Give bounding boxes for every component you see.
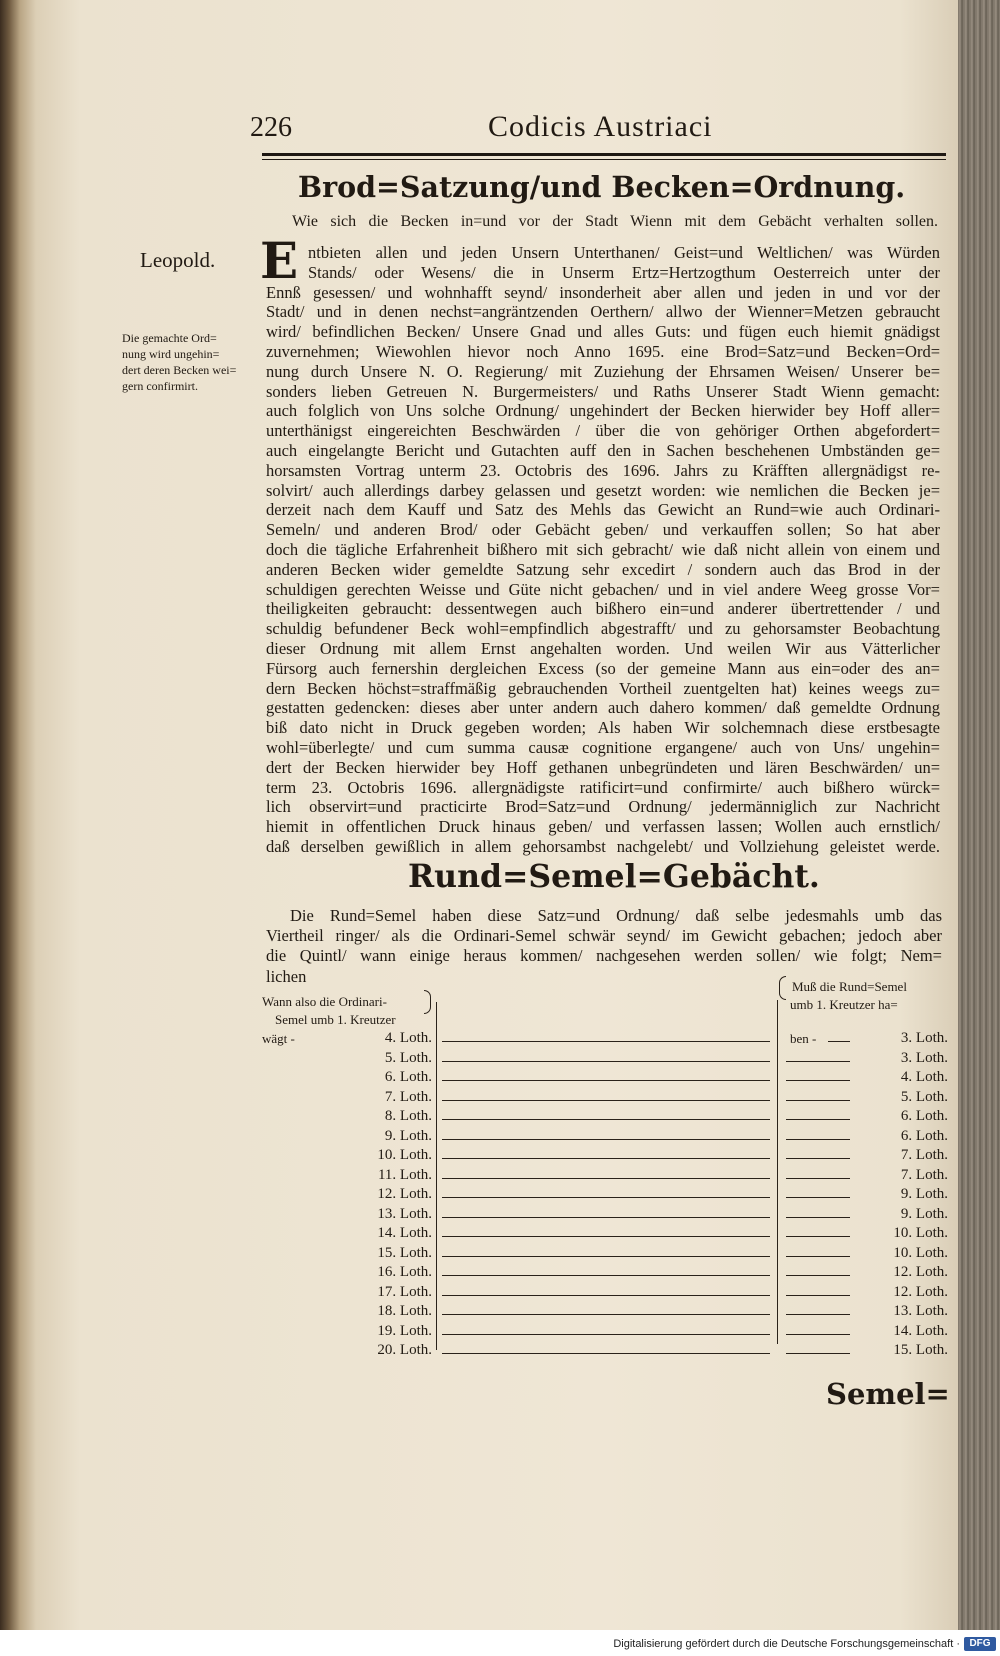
row-dash xyxy=(828,1041,850,1042)
table-row xyxy=(0,1341,1000,1360)
ordinari-weight: 19. Loth. xyxy=(377,1322,432,1339)
body-line: wohl=überlegte/ und cum summa causæ cognitione ergangene/ auch von Uns/ ungehin= xyxy=(266,738,940,757)
row-rule xyxy=(442,1236,770,1237)
row-dash xyxy=(786,1061,850,1062)
body-line: theiligkeiten gebraucht: dessentwegen auch bißhero ein=und anderer übertrettender / und xyxy=(266,599,940,619)
body-line: gestatten gedencken: dieses aber unter andern auch dahero kommen/ daß gemeldte Ordnung xyxy=(266,698,940,718)
table-row xyxy=(0,1302,1000,1321)
table-row xyxy=(0,1127,1000,1146)
row-rule xyxy=(442,1295,770,1296)
left-header-line: Wann also die Ordinari- xyxy=(262,994,387,1009)
margin-note-line: nung wird ungehin= xyxy=(122,347,220,361)
margin-note-line: Die gemachte Ord= xyxy=(122,331,217,345)
table-row xyxy=(0,1146,1000,1165)
body-line: daß derselben gewißlich in allem gehorsambst nachgelebt/ und Vollziehung geleistet werde. xyxy=(266,837,940,856)
row-rule xyxy=(442,1353,770,1354)
row-dash xyxy=(786,1119,850,1120)
row-rule xyxy=(442,1217,770,1218)
rund-weight: 3. Loth. xyxy=(900,1049,948,1066)
ordinari-weight: 8. Loth. xyxy=(384,1108,432,1124)
row-dash xyxy=(786,1295,850,1296)
ordinari-weight: 14. Loth. xyxy=(377,1225,432,1241)
row-dash xyxy=(786,1236,850,1237)
body-line: Semeln/ und anderen Brod/ oder Gebächt geben/ und verkauffen sollen; So hat aber xyxy=(266,520,940,540)
body-line: Stands/ oder Wesens/ die in Unserm Ertz=Hertzogthum Oesterreich unter der xyxy=(308,262,940,282)
body-line: dieser Ordnung mit allem Ernst angehalten worden. Und weilen Wir aus Vätterlicher xyxy=(266,639,940,658)
row-dash xyxy=(786,1217,850,1218)
row-rule xyxy=(442,1119,770,1120)
body-line: ntbieten allen und jeden Unsern Unterthanen/ Geist=und Weltlichen/ was Würden xyxy=(308,243,940,262)
row-dash xyxy=(786,1139,850,1140)
row-dash xyxy=(786,1178,850,1179)
table-row xyxy=(0,1166,1000,1185)
left-header-line: wägt - xyxy=(262,1031,295,1046)
row-rule xyxy=(442,1080,770,1081)
ordinari-weight: 7. Loth. xyxy=(384,1088,432,1105)
table-row xyxy=(0,1205,1000,1224)
body-line: solvirt/ auch allerdings darbey gelassen und gesetzt worden: wie nemlichen die Becken je= xyxy=(266,480,940,500)
rund-weight: 7. Loth. xyxy=(900,1166,948,1183)
row-rule xyxy=(442,1100,770,1101)
section-line: Die Rund=Semel haben diese Satz=und Ordnung/ daß selbe jedesmahls umb das xyxy=(290,906,942,925)
rund-weight: 10. Loth. xyxy=(893,1225,948,1241)
table-row xyxy=(0,1224,1000,1243)
row-dash xyxy=(786,1353,850,1354)
ordinari-weight: 10. Loth. xyxy=(377,1147,432,1163)
ordinari-weight: 12. Loth. xyxy=(377,1186,432,1202)
left-header-line: Semel umb 1. Kreutzer xyxy=(275,1012,396,1027)
row-rule xyxy=(442,1041,770,1042)
ordinari-weight: 17. Loth. xyxy=(377,1283,432,1300)
row-dash xyxy=(786,1334,850,1335)
right-header-line: umb 1. Kreutzer ha= xyxy=(790,997,898,1012)
table-row xyxy=(0,1049,1000,1068)
ordinari-weight: 20. Loth. xyxy=(377,1342,432,1358)
row-dash xyxy=(786,1158,850,1159)
rund-weight: 6. Loth. xyxy=(900,1127,948,1144)
right-header-line: ben - xyxy=(790,1031,817,1046)
rund-weight: 6. Loth. xyxy=(900,1108,948,1124)
ordinari-weight: 5. Loth. xyxy=(384,1049,432,1066)
table-row xyxy=(0,1029,1000,1048)
rund-weight: 3. Loth. xyxy=(900,1030,948,1046)
row-rule xyxy=(442,1178,770,1179)
body-line: lich observirt=und practicirte Brod=Satz=und Ordnung/ jedermänniglich zur Nachricht xyxy=(266,797,940,817)
left-brace xyxy=(424,990,431,1014)
rund-weight: 5. Loth. xyxy=(900,1088,948,1105)
table-row xyxy=(0,1263,1000,1282)
row-dash xyxy=(786,1256,850,1257)
ordinari-weight: 11. Loth. xyxy=(377,1166,432,1183)
rund-weight: 10. Loth. xyxy=(893,1244,948,1261)
ordinari-weight: 9. Loth. xyxy=(384,1127,432,1144)
body-line: term 23. Octobris 1696. allergnädigste ratificirt=und confirmirte/ auch bißhero würck= xyxy=(266,777,940,797)
ordinari-weight: 13. Loth. xyxy=(377,1205,432,1222)
table-row xyxy=(0,1283,1000,1302)
section-line: Viertheil ringer/ als die Ordinari-Semel schwär seynd/ im Gewicht gebachen; jedoch aber xyxy=(266,926,942,946)
margin-note-line: gern confirmirt. xyxy=(122,379,198,393)
row-rule xyxy=(442,1256,770,1257)
row-dash xyxy=(786,1100,850,1101)
body-line: anderen Becken wider gemeldte Satzung sehr excedirt / sondern auch das Brod in der xyxy=(266,559,940,579)
body-line: auch folglich von Uns solche Ordnung/ ungehindert der Becken hierwider bey Hoff aller= xyxy=(266,401,940,421)
rund-weight: 12. Loth. xyxy=(893,1283,948,1300)
row-dash xyxy=(786,1197,850,1198)
rund-weight: 9. Loth. xyxy=(900,1186,948,1202)
dfg-logo-icon: DFG xyxy=(964,1637,996,1651)
footer-credit: Digitalisierung gefördert durch die Deutsche Forschungsgemeinschaft · xyxy=(613,1638,960,1650)
right-brace xyxy=(779,976,786,1000)
table-row xyxy=(0,1185,1000,1204)
table-row xyxy=(0,1244,1000,1263)
margin-name: Leopold. xyxy=(140,248,216,272)
body-line: Stadt/ und in denen nechst=angräntzenden Oerthern/ allwo der Wienner=Metzen gebraucht xyxy=(266,302,940,322)
section-line: die Quintl/ wann einige heraus kommen/ nachgesehen werden sollen/ wie folgt; Nem= xyxy=(266,946,942,966)
row-dash xyxy=(786,1275,850,1276)
body-line: dern Becken höchst=straffmäßig gebrauchenden Vortheil zuentgelten hat) keines weegs zu= xyxy=(266,678,940,698)
right-header-line: Muß die Rund=Semel xyxy=(792,979,907,994)
body-line: schuldigen gerechten Weisse und Güte nicht gebachen/ und in viel andere Weeg grosse Vor= xyxy=(266,579,940,599)
rund-weight: 14. Loth. xyxy=(893,1322,948,1339)
catchword: Semel= xyxy=(826,1377,950,1411)
row-rule xyxy=(442,1139,770,1140)
body-line: wird/ befindlichen Becken/ Unsere Gnad und alles Guts: und fügen euch hiemit gnädigst xyxy=(266,322,940,342)
body-line: dert der Becken hierwider bey Hoff gethanen unbegründeten und lären Beschwärden/ un= xyxy=(266,757,940,777)
table-row xyxy=(0,1107,1000,1126)
margin-note-line: dert deren Becken wei= xyxy=(122,363,237,377)
rund-weight: 4. Loth. xyxy=(900,1069,948,1085)
body-line: horsamsten Vortrag unterm 23. Octobris des 1696. Jahrs zu Kräfften allergnädigst re- xyxy=(266,460,940,480)
body-line: biß dato nicht in Druck gegeben worden; Als haben Wir solchemnach diese erstbesagte xyxy=(266,718,940,738)
row-dash xyxy=(786,1314,850,1315)
body-line: unterthänigst eingereichten Beschwärden / über die von gehöriger Orthen abgefordert= xyxy=(266,421,940,441)
section-line: lichen xyxy=(266,966,307,986)
rund-weight: 12. Loth. xyxy=(893,1264,948,1280)
page-title: Brod=Satzung/und Becken=Ordnung. xyxy=(298,170,906,204)
ordinari-weight: 6. Loth. xyxy=(384,1069,432,1085)
running-title: Codicis Austriaci xyxy=(488,110,713,143)
body-line: hiemit in offentlichen Druck hinaus geben/ und verfassen lassen; Wollen auch ernstlich/ xyxy=(266,817,940,837)
body-line: derzeit nach dem Kauff und Satz des Mehls das Gewicht an Rund=wie auch Ordinari- xyxy=(266,500,940,520)
rund-weight: 13. Loth. xyxy=(893,1303,948,1319)
rund-weight: 9. Loth. xyxy=(900,1205,948,1222)
row-rule xyxy=(442,1197,770,1198)
rund-weight: 7. Loth. xyxy=(900,1147,948,1163)
ordinari-weight: 16. Loth. xyxy=(377,1264,432,1280)
row-rule xyxy=(442,1061,770,1062)
table-row xyxy=(0,1068,1000,1087)
row-rule xyxy=(442,1158,770,1159)
page-number: 226 xyxy=(250,112,292,143)
body-line: Fürsorg auch fernershin dergleichen Excess (so der gemeine Mann aus ein=oder des an= xyxy=(266,658,940,678)
row-dash xyxy=(786,1080,850,1081)
row-rule xyxy=(442,1314,770,1315)
row-rule xyxy=(442,1275,770,1276)
drop-cap: E xyxy=(260,231,299,290)
body-line: schuldig befundener Beck wohl=empfindlich abgestrafft/ und zu gehorsamster Beobachtung xyxy=(266,619,940,639)
table-row xyxy=(0,1322,1000,1341)
table-row xyxy=(0,1088,1000,1107)
section-heading: Rund=Semel=Gebächt. xyxy=(408,858,820,895)
ordinari-weight: 18. Loth. xyxy=(377,1303,432,1319)
row-rule xyxy=(442,1334,770,1335)
body-line: nung durch Unsere N. O. Regierung/ mit Zuziehung der Ehrsamen Weisen/ Unserer be= xyxy=(266,361,940,381)
body-line: sonders lieben Getreuen N. Burgermeisters/ und Raths Unserer Stadt Wienn gemacht: xyxy=(266,381,940,401)
body-line: zuvernehmen; Wiewohlen hievor noch Anno 1695. eine Brod=Satz=und Becken=Ord= xyxy=(266,342,940,361)
rund-weight: 15. Loth. xyxy=(893,1342,948,1358)
page-subtitle: Wie sich die Becken in=und vor der Stadt Wienn mit dem Gebächt verhalten sollen. xyxy=(292,213,938,230)
ordinari-weight: 4. Loth. xyxy=(384,1030,432,1046)
body-line: doch die tägliche Erfahrenheit bißhero mit sich gebracht/ wie daß nicht allein von einem und xyxy=(266,540,940,559)
ordinari-weight: 15. Loth. xyxy=(377,1244,432,1261)
body-line: auch eingelangte Bericht und Gutachten auff den in Sachen beschehenen Umbständen ge= xyxy=(266,441,940,460)
body-line: Ennß gesessen/ und wohnhafft seynd/ insonderheit aber allen und jeden in und vor der xyxy=(266,282,940,302)
